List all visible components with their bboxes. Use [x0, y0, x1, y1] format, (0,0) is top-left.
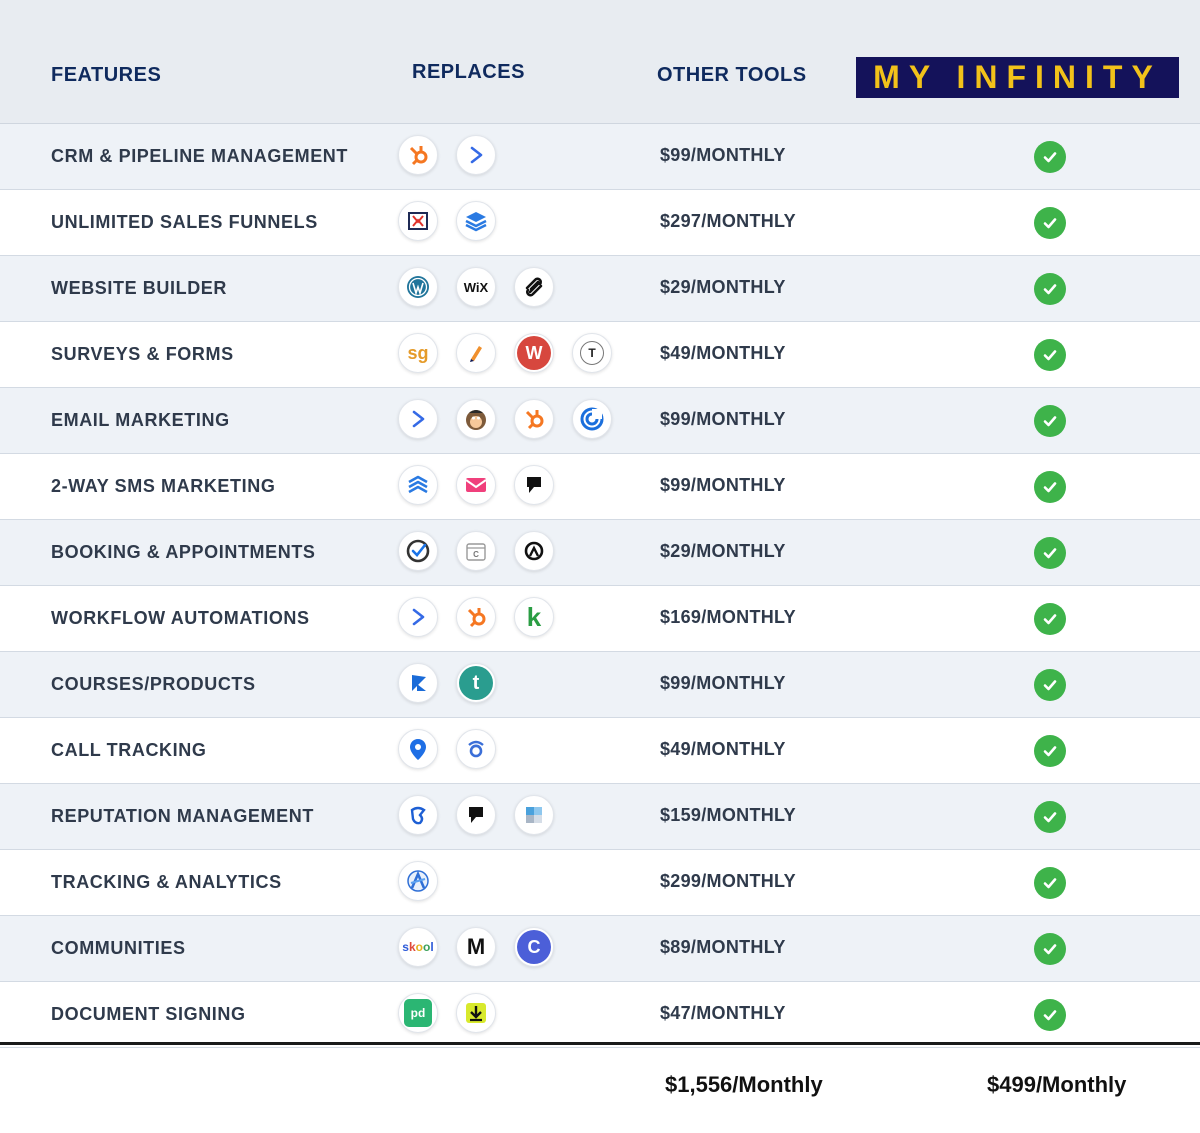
jotform-icon [456, 333, 496, 373]
podium-icon [456, 795, 496, 835]
feature-label: EMAIL MARKETING [51, 410, 230, 430]
replaced-tools [398, 795, 554, 835]
typeform-icon: T [572, 333, 612, 373]
keap-icon: k [514, 597, 554, 637]
signnow-icon [456, 993, 496, 1033]
feature-label: DOCUMENT SIGNING [51, 1004, 246, 1024]
feature-label: WEBSITE BUILDER [51, 278, 228, 298]
feature-row [0, 256, 1200, 322]
other-tools-price: $47/MONTHLY [660, 1003, 786, 1023]
feature-label: REPUTATION MANAGEMENT [51, 806, 314, 826]
other-tools-price: $49/MONTHLY [660, 739, 786, 759]
check-icon [1034, 141, 1066, 173]
feature-row [0, 916, 1200, 982]
activecampaign-icon [456, 135, 496, 175]
hubspot-icon [514, 399, 554, 439]
my-infinity-total: $499/Monthly [987, 1072, 1127, 1097]
feature-label: BOOKING & APPOINTMENTS [51, 542, 316, 562]
other-tools-price: $169/MONTHLY [660, 607, 796, 627]
circle-icon: C [514, 927, 554, 967]
features-column-header: FEATURES [51, 64, 162, 86]
check-icon [1034, 339, 1066, 371]
location-pin-icon [398, 729, 438, 769]
other-tools-price: $99/MONTHLY [660, 673, 786, 693]
wordpress-icon [398, 267, 438, 307]
feature-label: UNLIMITED SALES FUNNELS [51, 212, 318, 232]
skool-icon: skool [398, 927, 438, 967]
check-icon [1034, 603, 1066, 635]
hubspot-icon [398, 135, 438, 175]
activecampaign-icon [398, 399, 438, 439]
replaced-tools [398, 597, 554, 637]
feature-label: CALL TRACKING [51, 740, 207, 760]
other-tools-price: $159/MONTHLY [660, 805, 796, 825]
constantcontact-icon [572, 399, 612, 439]
feature-row [0, 586, 1200, 652]
feature-label: WORKFLOW AUTOMATIONS [51, 608, 310, 628]
feature-label: CRM & PIPELINE MANAGEMENT [51, 146, 349, 166]
feature-rows [0, 124, 1200, 1048]
other-tools-price: $299/MONTHLY [660, 871, 796, 891]
check-icon [1034, 933, 1066, 965]
replaced-tools [398, 135, 496, 175]
feature-row [0, 322, 1200, 388]
feature-label: TRACKING & ANALYTICS [51, 872, 282, 892]
feature-row [0, 982, 1200, 1048]
check-icon [1034, 405, 1066, 437]
other-tools-price: $297/MONTHLY [660, 211, 796, 231]
squarespace-icon [514, 267, 554, 307]
check-icon [1034, 867, 1066, 899]
mighty-icon: M [456, 927, 496, 967]
other-tools-price: $29/MONTHLY [660, 277, 786, 297]
check-icon [1034, 801, 1066, 833]
check-icon [1034, 537, 1066, 569]
feature-row [0, 850, 1200, 916]
waves-icon [398, 465, 438, 505]
table-header [0, 0, 1200, 124]
replaced-tools [398, 399, 612, 439]
activecampaign-icon [398, 597, 438, 637]
replaced-tools [398, 531, 554, 571]
replaced-tools [398, 333, 612, 373]
replaces-column-header: REPLACES [412, 61, 525, 83]
feature-row [0, 718, 1200, 784]
other-tools-column-header: OTHER TOOLS [657, 64, 807, 86]
calendly-icon [398, 531, 438, 571]
replaced-tools [398, 267, 554, 307]
feature-label: 2-WAY SMS MARKETING [51, 476, 276, 496]
feature-row [0, 652, 1200, 718]
check-icon [1034, 207, 1066, 239]
clickfunnels-icon [398, 201, 438, 241]
podium-icon [514, 465, 554, 505]
feature-row [0, 190, 1200, 256]
surveygizmo-icon: sg [398, 333, 438, 373]
analytics-icon [398, 861, 438, 901]
callrail-icon [456, 729, 496, 769]
acuity-icon [514, 531, 554, 571]
feature-label: COMMUNITIES [51, 938, 186, 958]
layers-icon [456, 201, 496, 241]
check-icon [1034, 669, 1066, 701]
calendar-icon [456, 531, 496, 571]
other-tools-price: $49/MONTHLY [660, 343, 786, 363]
feature-row [0, 784, 1200, 850]
envelope-icon [456, 465, 496, 505]
feature-label: COURSES/PRODUCTS [51, 674, 256, 694]
wix-icon: WiX [456, 267, 496, 307]
other-tools-total: $1,556/Monthly [665, 1072, 823, 1097]
replaced-tools [398, 927, 554, 967]
check-icon [1034, 471, 1066, 503]
replaced-tools [398, 201, 496, 241]
feature-row [0, 124, 1200, 190]
other-tools-price: $99/MONTHLY [660, 145, 786, 165]
feature-label: SURVEYS & FORMS [51, 344, 234, 364]
teachable-icon: t [456, 663, 496, 703]
replaced-tools [398, 861, 438, 901]
check-icon [1034, 273, 1066, 305]
replaced-tools [398, 663, 496, 703]
hubspot-icon [456, 597, 496, 637]
mailchimp-icon [456, 399, 496, 439]
replaced-tools [398, 729, 496, 769]
replaced-tools [398, 465, 554, 505]
totals-divider [0, 1042, 1200, 1045]
replaced-tools [398, 993, 496, 1033]
feature-row [0, 388, 1200, 454]
other-tools-price: $99/MONTHLY [660, 409, 786, 429]
my-infinity-brand: MY INFINITY [856, 57, 1179, 98]
svg-text:C: C [473, 550, 479, 559]
pandadoc-icon: pd [398, 993, 438, 1033]
puzzle-icon [514, 795, 554, 835]
feature-row [0, 454, 1200, 520]
check-icon [1034, 999, 1066, 1031]
other-tools-price: $29/MONTHLY [660, 541, 786, 561]
wufoo-icon: W [514, 333, 554, 373]
birdeye-icon [398, 795, 438, 835]
kajabi-icon [398, 663, 438, 703]
other-tools-price: $99/MONTHLY [660, 475, 786, 495]
other-tools-price: $89/MONTHLY [660, 937, 786, 957]
check-icon [1034, 735, 1066, 767]
feature-row [0, 520, 1200, 586]
